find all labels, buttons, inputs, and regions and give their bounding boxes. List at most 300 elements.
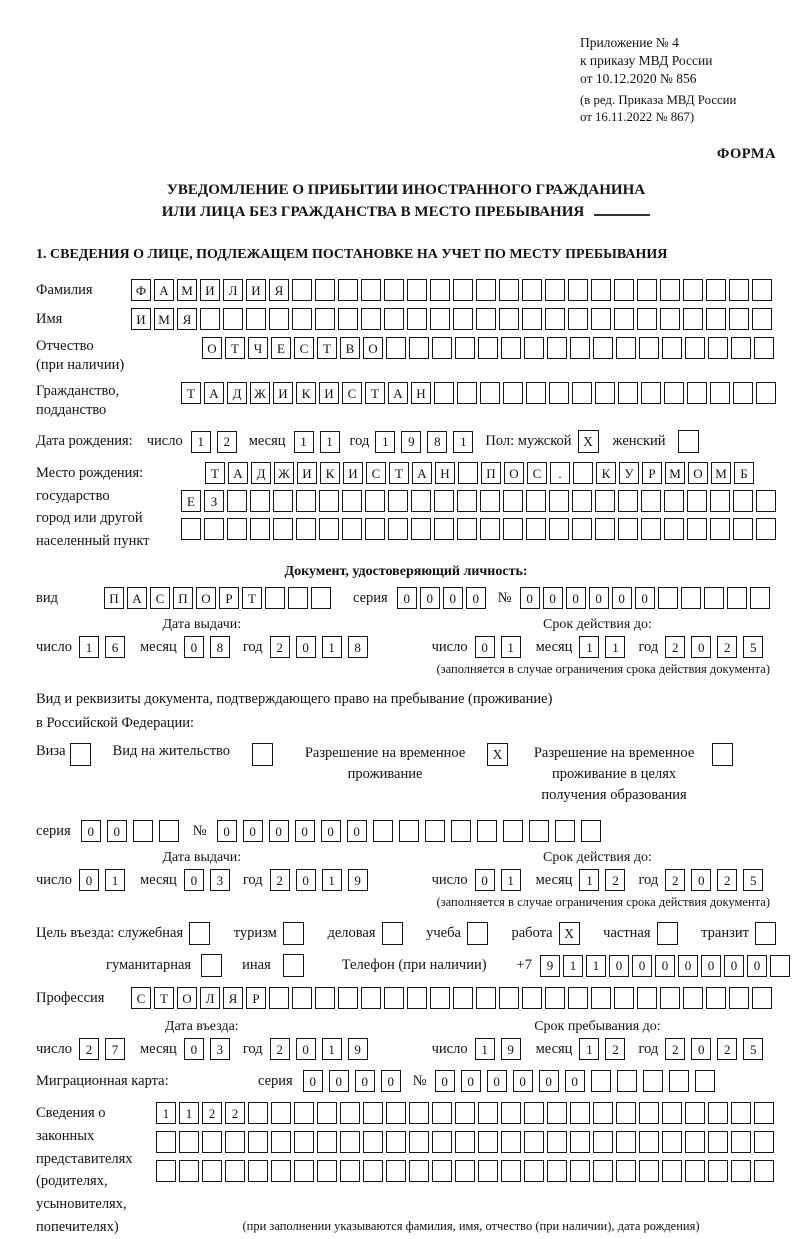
char-cell: [643, 1070, 663, 1092]
char-cell: 1: [375, 431, 395, 453]
char-cell: [522, 308, 542, 330]
char-cell: 0: [589, 587, 609, 609]
stay-until-col: [432, 1019, 764, 1060]
doc-series-cells: [397, 587, 486, 609]
doc-issue-line: число 1 6 месяц 0 8 год 2 0 1 8: [36, 636, 368, 658]
char-cell: [639, 1102, 659, 1124]
char-cell: [248, 1102, 268, 1124]
char-cell: [731, 1160, 751, 1182]
char-cell: [478, 1102, 498, 1124]
char-cell: 1: [501, 636, 521, 658]
char-cell: М: [154, 308, 174, 330]
char-cell: Я: [223, 987, 243, 1009]
stay-day-cells: [475, 1038, 521, 1060]
temp-residence-edu-label: Разрешение на временное проживание в целях получения образования: [533, 745, 695, 803]
char-cell: [409, 337, 429, 359]
residence-permit-label: Вид на жительство: [112, 743, 231, 759]
char-cell: [501, 337, 521, 359]
birth-place-label4: населенный пункт: [36, 532, 150, 549]
doc-issue-month-cells: [184, 636, 230, 658]
char-cell: [434, 382, 454, 404]
char-cell: О: [363, 337, 383, 359]
char-cell: 0: [691, 636, 711, 658]
char-cell: [292, 279, 312, 301]
char-cell: [593, 1102, 613, 1124]
char-cell: [340, 1102, 360, 1124]
form-label: ФОРМА: [716, 146, 776, 162]
char-cell: 3: [210, 1038, 230, 1060]
citizenship-cells: [181, 382, 776, 404]
char-cell: 0: [269, 820, 289, 842]
char-cell: С: [527, 462, 547, 484]
residence-intro-line2: в Российской Федерации:: [36, 715, 195, 731]
char-cell: [361, 308, 381, 330]
char-cell: О: [202, 337, 222, 359]
birth-year-label: год: [349, 433, 370, 449]
char-cell: 0: [303, 1070, 323, 1092]
char-cell: [570, 337, 590, 359]
char-cell: [681, 587, 701, 609]
char-cell: 0: [475, 869, 495, 891]
char-cell: [159, 820, 179, 842]
char-cell: 9: [348, 1038, 368, 1060]
char-cell: [545, 987, 565, 1009]
char-cell: [503, 382, 523, 404]
char-cell: Т: [205, 462, 225, 484]
char-cell: [361, 987, 381, 1009]
char-cell: [411, 518, 431, 540]
char-cell: Т: [181, 382, 201, 404]
char-cell: [317, 1160, 337, 1182]
char-cell: 6: [105, 636, 125, 658]
stay-until-line: число 1 9 месяц 1 2 год 2 0 2 5: [432, 1038, 764, 1060]
char-cell: [457, 490, 477, 512]
char-cell: [756, 490, 776, 512]
identity-doc-heading: Документ, удостоверяющий личность:: [284, 564, 528, 579]
birth-day-label: число: [146, 433, 183, 449]
char-cell: [342, 518, 362, 540]
char-cell: Ф: [131, 279, 151, 301]
char-cell: [319, 518, 339, 540]
char-cell: А: [154, 279, 174, 301]
char-cell: [407, 308, 427, 330]
char-cell: [319, 490, 339, 512]
purpose-private-checkbox: [657, 922, 678, 945]
purpose-other-checkbox: [283, 954, 304, 977]
residence-issue-col: [36, 850, 368, 891]
char-cell: [658, 587, 678, 609]
doc-type-row: [36, 587, 776, 609]
annex-block: [580, 34, 776, 126]
char-cell: [246, 308, 266, 330]
form-title: [36, 179, 776, 223]
char-cell: 1: [475, 1038, 495, 1060]
legal-reps-row1: [156, 1102, 774, 1124]
birth-place-cells: [181, 462, 776, 540]
char-cell: [547, 337, 567, 359]
char-cell: 0: [539, 1070, 559, 1092]
char-cell: [708, 1102, 728, 1124]
char-cell: Ч: [248, 337, 268, 359]
char-cell: [641, 382, 661, 404]
char-cell: [373, 820, 393, 842]
annex-line2: к приказу МВД России: [580, 53, 713, 68]
doc-valid-heading: Срок действия до:: [543, 617, 652, 632]
doc-valid-month-cells: [579, 636, 625, 658]
birth-place-label2: государство: [36, 487, 110, 504]
char-cell: [637, 987, 657, 1009]
char-cell: [342, 490, 362, 512]
char-cell: [708, 1131, 728, 1153]
char-cell: 0: [355, 1070, 375, 1092]
char-cell: [204, 518, 224, 540]
char-cell: 2: [225, 1102, 245, 1124]
char-cell: [595, 382, 615, 404]
residence-valid-year-cells: [665, 869, 763, 891]
char-cell: [296, 490, 316, 512]
char-cell: 0: [635, 587, 655, 609]
char-cell: [547, 1102, 567, 1124]
char-cell: 0: [724, 955, 744, 977]
char-cell: [501, 1131, 521, 1153]
char-cell: [549, 382, 569, 404]
char-cell: Е: [181, 490, 201, 512]
patronymic-cells: [202, 337, 774, 359]
char-cell: 2: [665, 869, 685, 891]
char-cell: Т: [154, 987, 174, 1009]
char-cell: [453, 987, 473, 1009]
char-cell: [156, 1160, 176, 1182]
char-cell: [641, 518, 661, 540]
char-cell: [683, 308, 703, 330]
char-cell: [248, 1131, 268, 1153]
char-cell: 9: [540, 955, 560, 977]
birth-day-cells: [191, 431, 237, 453]
char-cell: 0: [701, 955, 721, 977]
char-cell: [399, 820, 419, 842]
char-cell: 0: [543, 587, 563, 609]
residence-valid-day-cells: [475, 869, 521, 891]
doc-issue-day-cells: [79, 636, 125, 658]
char-cell: А: [228, 462, 248, 484]
birth-place-row1: [205, 462, 776, 484]
residence-series-row: [36, 820, 776, 842]
char-cell: Т: [365, 382, 385, 404]
char-cell: 0: [566, 587, 586, 609]
entry-dates-row: [36, 1019, 776, 1060]
residence-issue-line: число 0 1 месяц 0 3 год 2 0 1 9: [36, 869, 368, 891]
char-cell: [273, 518, 293, 540]
char-cell: [695, 1070, 715, 1092]
char-cell: 1: [294, 431, 314, 453]
char-cell: [733, 518, 753, 540]
surname-row: [36, 279, 776, 301]
char-cell: Т: [317, 337, 337, 359]
birth-place-label3: город или другой: [36, 510, 143, 526]
char-cell: [750, 587, 770, 609]
char-cell: [572, 382, 592, 404]
char-cell: [549, 518, 569, 540]
char-cell: [384, 308, 404, 330]
char-cell: А: [127, 587, 147, 609]
entry-day-cells: [79, 1038, 125, 1060]
char-cell: [453, 308, 473, 330]
char-cell: 0: [243, 820, 263, 842]
char-cell: [179, 1160, 199, 1182]
char-cell: [591, 987, 611, 1009]
char-cell: Т: [225, 337, 245, 359]
char-cell: [271, 1102, 291, 1124]
char-cell: [547, 1131, 567, 1153]
char-cell: [388, 518, 408, 540]
char-cell: 0: [609, 955, 629, 977]
birth-place-row2: [181, 490, 776, 512]
char-cell: [269, 308, 289, 330]
char-cell: П: [481, 462, 501, 484]
char-cell: Р: [642, 462, 662, 484]
char-cell: 2: [79, 1038, 99, 1060]
char-cell: [618, 382, 638, 404]
migration-series-cells: [303, 1070, 401, 1092]
char-cell: [317, 1102, 337, 1124]
char-cell: [614, 279, 634, 301]
temp-residence-edu-checkbox: [712, 743, 733, 766]
char-cell: П: [104, 587, 124, 609]
birth-place-labels: [36, 462, 181, 552]
char-cell: 1: [179, 1102, 199, 1124]
char-cell: Р: [219, 587, 239, 609]
char-cell: 0: [397, 587, 417, 609]
char-cell: 0: [520, 587, 540, 609]
char-cell: 0: [466, 587, 486, 609]
char-cell: [733, 382, 753, 404]
birth-year-cells: [375, 431, 473, 453]
char-cell: [223, 308, 243, 330]
char-cell: [637, 279, 657, 301]
char-cell: 8: [210, 636, 230, 658]
char-cell: 0: [632, 955, 652, 977]
char-cell: [591, 308, 611, 330]
char-cell: [756, 382, 776, 404]
char-cell: 0: [435, 1070, 455, 1092]
char-cell: [731, 337, 751, 359]
patronymic-label: Отчество (при наличии): [36, 338, 125, 373]
residence-number-cells: [217, 820, 601, 842]
name-label: Имя: [36, 310, 63, 327]
char-cell: Е: [271, 337, 291, 359]
char-cell: М: [711, 462, 731, 484]
legal-reps-note: (при заполнении указываются фамилия, имя, отчество (при наличии), дата рождения): [242, 1218, 700, 1233]
char-cell: [756, 518, 776, 540]
char-cell: [455, 1102, 475, 1124]
char-cell: 2: [665, 636, 685, 658]
residence-dates-row: [36, 850, 776, 891]
char-cell: [639, 1131, 659, 1153]
char-cell: [639, 337, 659, 359]
char-cell: [227, 518, 247, 540]
char-cell: [752, 308, 772, 330]
form-title-line1: УВЕДОМЛЕНИЕ О ПРИБЫТИИ ИНОСТРАННОГО ГРАЖДАНИНА: [166, 182, 646, 198]
char-cell: [526, 490, 546, 512]
char-cell: [524, 1160, 544, 1182]
char-cell: 1: [586, 955, 606, 977]
annex-revision: [580, 92, 776, 126]
char-cell: 0: [296, 869, 316, 891]
char-cell: [524, 1131, 544, 1153]
char-cell: [455, 1160, 475, 1182]
purpose-official: Цель въезда: служебная: [36, 922, 210, 945]
birth-place-label1: Место рождения:: [36, 465, 144, 481]
char-cell: 0: [184, 869, 204, 891]
char-cell: [432, 1102, 452, 1124]
char-cell: [273, 490, 293, 512]
char-cell: [455, 1131, 475, 1153]
char-cell: 2: [717, 869, 737, 891]
annex-line1: Приложение № 4: [580, 35, 679, 50]
char-cell: [340, 1160, 360, 1182]
temp-residence-label: Разрешение на временное проживание: [304, 745, 466, 782]
char-cell: [522, 987, 542, 1009]
char-cell: А: [204, 382, 224, 404]
char-cell: [593, 1160, 613, 1182]
char-cell: Я: [177, 308, 197, 330]
char-cell: [710, 490, 730, 512]
char-cell: [572, 518, 592, 540]
birth-place-block: [36, 462, 776, 552]
doc-dates-row: [36, 617, 776, 658]
char-cell: [639, 1160, 659, 1182]
char-cell: [526, 518, 546, 540]
char-cell: [710, 382, 730, 404]
char-cell: Ж: [274, 462, 294, 484]
char-cell: Я: [269, 279, 289, 301]
char-cell: Р: [246, 987, 266, 1009]
char-cell: [754, 1160, 774, 1182]
char-cell: [641, 490, 661, 512]
purpose-business: деловая: [327, 922, 402, 945]
char-cell: [664, 518, 684, 540]
phone-prefix: +7: [516, 957, 532, 973]
char-cell: [524, 337, 544, 359]
char-cell: Л: [200, 987, 220, 1009]
residence-series-cells: [81, 820, 179, 842]
residence-permit-checkbox: [252, 743, 273, 766]
sex-male-label: Пол: мужской: [485, 433, 572, 449]
temp-residence-checkbox: X: [487, 743, 508, 766]
profession-cells: [131, 987, 772, 1009]
char-cell: [432, 1160, 452, 1182]
char-cell: [595, 518, 615, 540]
purpose-official-checkbox: [189, 922, 210, 945]
char-cell: [451, 820, 471, 842]
char-cell: Д: [251, 462, 271, 484]
char-cell: [662, 1102, 682, 1124]
char-cell: [669, 1070, 689, 1092]
phone-cells: [540, 955, 790, 977]
char-cell: 2: [270, 869, 290, 891]
char-cell: 0: [475, 636, 495, 658]
char-cell: [503, 490, 523, 512]
char-cell: [706, 308, 726, 330]
birth-date-row: [36, 430, 776, 453]
residence-number-label: №: [192, 822, 207, 839]
residence-series-label: серия: [36, 822, 71, 839]
char-cell: [478, 1131, 498, 1153]
char-cell: Т: [242, 587, 262, 609]
char-cell: [731, 1102, 751, 1124]
char-cell: Ж: [250, 382, 270, 404]
legal-reps-row3: [156, 1160, 774, 1182]
char-cell: 8: [427, 431, 447, 453]
char-cell: [317, 1131, 337, 1153]
doc-valid-col: [432, 617, 764, 658]
char-cell: [754, 1131, 774, 1153]
char-cell: [706, 279, 726, 301]
char-cell: [708, 1160, 728, 1182]
char-cell: [434, 490, 454, 512]
char-cell: [338, 308, 358, 330]
char-cell: [361, 279, 381, 301]
char-cell: [499, 308, 519, 330]
char-cell: 0: [296, 1038, 316, 1060]
doc-valid-year-cells: [665, 636, 763, 658]
char-cell: [752, 987, 772, 1009]
birth-month-label: месяц: [248, 433, 286, 449]
char-cell: 1: [320, 431, 340, 453]
char-cell: С: [294, 337, 314, 359]
name-row: [36, 308, 776, 330]
char-cell: 2: [717, 636, 737, 658]
char-cell: С: [342, 382, 362, 404]
char-cell: 1: [156, 1102, 176, 1124]
char-cell: [710, 518, 730, 540]
purpose-private: частная: [603, 922, 677, 945]
patronymic-row: [36, 337, 776, 375]
char-cell: [662, 1160, 682, 1182]
purpose-tourism-checkbox: [283, 922, 304, 945]
residence-options-row: [36, 743, 776, 806]
entry-year-cells: [270, 1038, 368, 1060]
purpose-work: работа X: [512, 922, 580, 945]
birth-place-row3: [181, 518, 776, 540]
char-cell: 1: [579, 869, 599, 891]
char-cell: 9: [348, 869, 368, 891]
char-cell: [526, 382, 546, 404]
char-cell: [181, 518, 201, 540]
migration-card-row: [36, 1070, 776, 1092]
char-cell: [202, 1131, 222, 1153]
residence-valid-line: число 0 1 месяц 1 2 год 2 0 2 5: [432, 869, 764, 891]
char-cell: [570, 1102, 590, 1124]
char-cell: 0: [184, 1038, 204, 1060]
char-cell: [572, 490, 592, 512]
char-cell: 5: [743, 869, 763, 891]
char-cell: И: [131, 308, 151, 330]
char-cell: [338, 279, 358, 301]
char-cell: [770, 955, 790, 977]
char-cell: 9: [501, 1038, 521, 1060]
visa-label: Виза: [36, 743, 66, 759]
entry-date-col: [36, 1019, 368, 1060]
char-cell: [407, 279, 427, 301]
doc-issue-col: [36, 617, 368, 658]
char-cell: [386, 337, 406, 359]
char-cell: 0: [321, 820, 341, 842]
visa-checkbox: [70, 743, 91, 766]
char-cell: [660, 308, 680, 330]
annex-line3: от 10.12.2020 № 856: [580, 71, 697, 86]
char-cell: [614, 987, 634, 1009]
